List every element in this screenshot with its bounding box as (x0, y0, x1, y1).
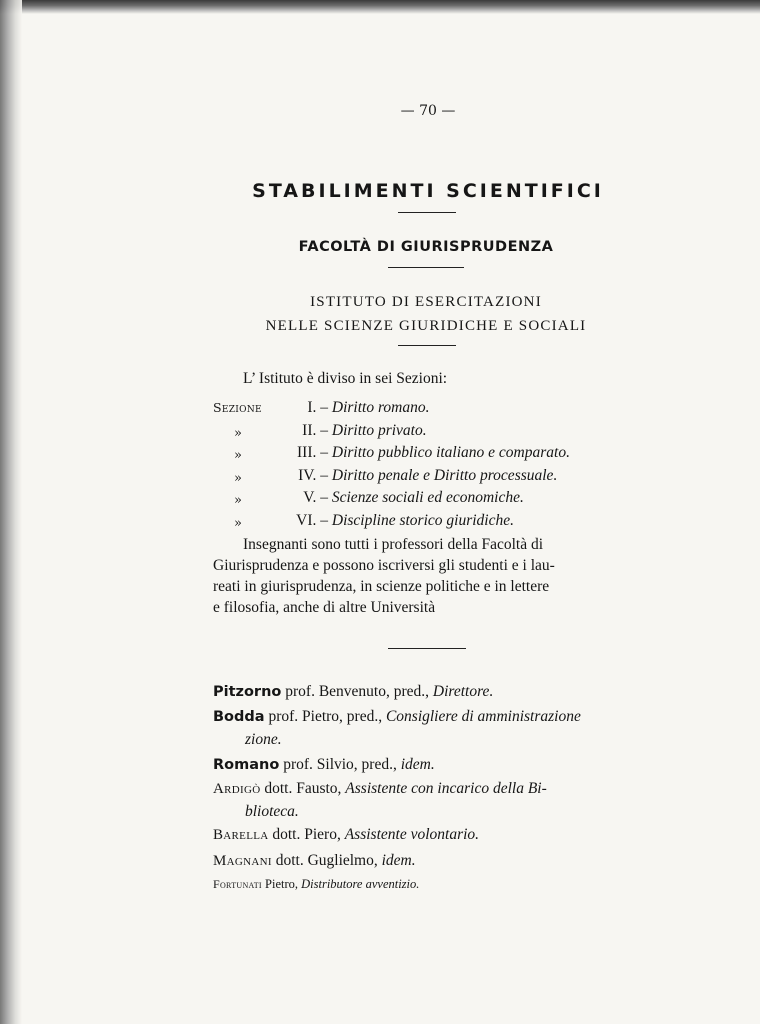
staff-surname: Pitzorno (213, 684, 282, 700)
binding-edge (0, 0, 22, 1024)
staff-details: Pietro, (261, 877, 302, 891)
ditto-mark: » (234, 471, 242, 486)
staff-details: dott. Guglielmo, (271, 852, 382, 869)
paragraph-line: reati in giurisprudenza, in scienze politiche e in lettere (213, 578, 550, 595)
page-top-edge (0, 0, 760, 14)
separator-rule (388, 648, 466, 649)
section-row (258, 467, 557, 485)
paragraph-line: Insegnanti sono tutti i professori della Facoltà di (243, 536, 544, 553)
staff-surname: Bodda (213, 709, 265, 725)
staff-details: prof. Pietro, pred., (264, 708, 386, 725)
staff-surname: Fortunati (213, 877, 262, 891)
section-name: Scienze sociali ed economiche. (331, 489, 524, 506)
section-row (258, 422, 427, 440)
section-name: Discipline storico giuridiche. (331, 512, 514, 529)
staff-role: Consigliere di amministrazione (385, 708, 581, 725)
section-numeral: III. – (297, 444, 328, 461)
staff-details: dott. Fausto, (260, 780, 346, 797)
section-name: Diritto pubblico italiano e comparato. (331, 444, 570, 461)
institute-heading-line2: NELLE SCIENZE GIURIDICHE E SOCIALI (265, 318, 587, 334)
section-row (258, 489, 524, 507)
staff-details: prof. Benvenuto, pred., (281, 683, 433, 700)
staff-surname: Romano (213, 757, 280, 773)
staff-role: Distributore avventizio. (301, 877, 420, 891)
staff-entry (213, 780, 547, 798)
staff-surname: Barella (213, 827, 269, 843)
staff-entry (213, 708, 581, 726)
staff-details: dott. Piero, (268, 826, 345, 843)
section-numeral: V. – (303, 489, 328, 506)
section-numeral: II. – (302, 422, 328, 439)
faculty-rule (388, 267, 464, 268)
institute-rule (398, 345, 456, 346)
staff-details: prof. Silvio, pred., (279, 756, 401, 773)
ditto-mark: » (234, 426, 242, 441)
section-name: Diritto penale e Diritto processuale. (331, 467, 558, 484)
section-numeral: IV. – (298, 467, 328, 484)
staff-role: Assistente con incarico della Bi- (345, 780, 547, 797)
staff-surname: Ardigò (213, 781, 261, 797)
staff-entry (213, 756, 435, 774)
intro-text: L’ Istituto è diviso in sei Sezioni: (243, 370, 448, 387)
staff-entry (213, 877, 419, 892)
page-number: — 70 — (400, 103, 456, 119)
page-title: STABILIMENTI SCIENTIFICI (252, 180, 604, 202)
ditto-mark: » (234, 516, 242, 531)
section-name: Diritto romano. (331, 399, 430, 416)
section-name: Diritto privato. (331, 422, 427, 439)
staff-role: idem. (400, 756, 435, 773)
section-row (258, 399, 429, 417)
section-numeral: VI. – (296, 512, 328, 529)
staff-role: Direttore. (432, 683, 494, 700)
staff-surname: Magnani (213, 853, 272, 869)
staff-entry (213, 852, 416, 870)
paragraph-line: Giurisprudenza e possono iscriversi gli studenti e i lau- (213, 557, 555, 574)
staff-role-continuation: zione. (245, 731, 282, 748)
ditto-mark: » (234, 493, 242, 508)
staff-role: Assistente volontario. (344, 826, 480, 843)
section-row (258, 444, 570, 462)
staff-entry (213, 683, 493, 701)
section-numeral: I. – (307, 399, 328, 416)
section-row (258, 512, 514, 530)
ditto-mark: » (234, 448, 242, 463)
title-rule (398, 212, 456, 213)
faculty-heading: FACOLTÀ DI GIURISPRUDENZA (298, 239, 554, 255)
paragraph-line: e filosofia, anche di altre Università (213, 599, 436, 616)
staff-role-continuation: blioteca. (245, 803, 299, 820)
staff-role: idem. (381, 852, 416, 869)
staff-entry (213, 826, 479, 844)
institute-heading-line1: ISTITUTO DI ESERCITAZIONI (310, 294, 542, 310)
sections-lead: Sezione (213, 400, 262, 415)
